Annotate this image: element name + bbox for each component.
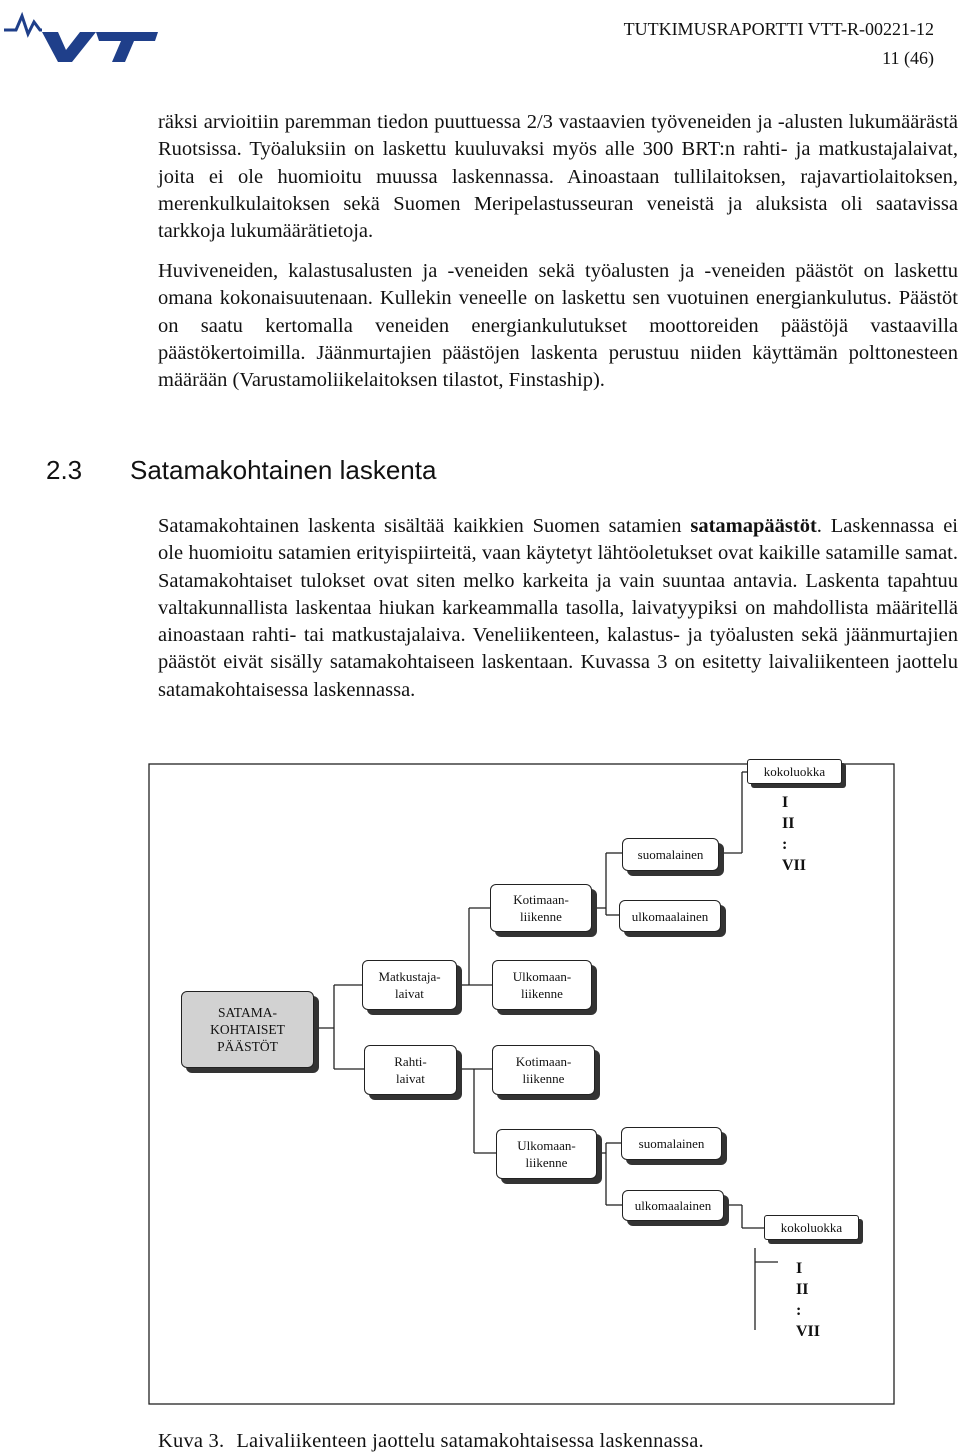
paragraph-3-bold-term: satamapäästöt bbox=[690, 515, 817, 537]
node-cargo-foreign: Ulkomaan- liikenne bbox=[496, 1129, 597, 1179]
figure-caption-text: Laivaliikenteen jaottelu satamakohtaisessa laskennassa. bbox=[236, 1430, 704, 1452]
page-number: 11 (46) bbox=[882, 48, 934, 68]
node-passenger-foreign: Ulkomaan- liikenne bbox=[492, 960, 592, 1010]
paragraph-3-text-b: . Laskennassa ei ole huomioitu satamien erityispiirteitä, vaan käytetyt lähtöoletukset ovat kaikille satamille samat. Satamakohtaiset tulokset ovat siten melko karkeita ja vain suuntaa antavia. Laskenta tapahtuu valtakunnallista laskentaa hiukan karkeammalla tasolla, laivatyypiksi on mahdollista määritellä ainoastaan rahti- tai matkustajalaiva. Veneliikenteen, kalastus- ja työalusten sekä jäänmurtajien päästöt eivät sisälly satamakohtaiseen laskentaan. Kuvassa 3 on esitetty laivaliikenteen jaottelu satamakohtaisessa laskennassa. bbox=[158, 515, 958, 701]
node-passenger-finnish: suomalainen bbox=[622, 838, 719, 871]
node-passenger-domestic: Kotimaan- liikenne bbox=[490, 884, 592, 932]
size-class-list-top: I II : VII bbox=[782, 794, 807, 874]
figure-label: Kuva 3. bbox=[158, 1430, 225, 1452]
node-cargo-ships: Rahti- laivat bbox=[364, 1045, 457, 1095]
size-class-list-bottom: I II : VII bbox=[796, 1260, 821, 1340]
paragraph-3-text-a: Satamakohtainen laskenta sisältää kaikkien Suomen satamien bbox=[158, 515, 691, 537]
report-id: TUTKIMUSRAPORTTI VTT-R-00221-12 bbox=[623, 19, 934, 39]
section-heading bbox=[46, 455, 436, 486]
node-satamakohtaiset-paastot: SATAMA- KOHTAISET PÄÄSTÖT bbox=[181, 991, 314, 1068]
node-cargo-foreign-flag: ulkomaalainen bbox=[622, 1190, 724, 1221]
node-size-class-top: kokoluokka bbox=[747, 759, 842, 784]
paragraph-2: Huviveneiden, kalastusalusten ja -veneiden sekä työalusten ja -veneiden päästöt on laskettu omana kokonaisuutenaan. Kullekin veneelle on laskettu sen vuotuinen energiankulutus. Päästöt on saatu kertomalla veneiden energiankulutukset moottoreiden päästöjä vastaavilla päästökertoimilla. Jäänmurtajien päästöjen laskenta perustuu niiden käyttämän polttonesteen määrään (Varustamoliikelaitoksen tilastot, Finstaship). bbox=[158, 260, 958, 392]
figure-caption bbox=[158, 1430, 704, 1453]
node-cargo-finnish: suomalainen bbox=[621, 1127, 722, 1160]
node-passenger-foreign-flag: ulkomaalainen bbox=[619, 900, 721, 932]
node-cargo-domestic: Kotimaan- liikenne bbox=[492, 1045, 595, 1095]
paragraph-3 bbox=[158, 513, 958, 704]
section-number: 2.3 bbox=[46, 455, 83, 485]
paragraph-1: räksi arvioitiin paremman tiedon puuttuessa 2/3 vastaavien työveneiden ja -alusten lukumäärästä Ruotsissa. Työaluksiin on laskettu kuuluvaksi myös alle 300 BRT:n rahti- ja matkustajalaivat, joita ei ole huomioitu muussa laskennassa. Ainoastaan tullilaitoksen, rajavartiolaitoksen, merenkulkulaitoksen sekä Suomen Meripelastusseuran veneistä ja aluksista oli saatavissa tarkkoja lukumäärätietoja. bbox=[158, 111, 958, 243]
node-passenger-ships: Matkustaja- laivat bbox=[362, 960, 457, 1010]
section-title: Satamakohtainen laskenta bbox=[130, 455, 437, 485]
vtt-logo bbox=[2, 4, 162, 64]
node-size-class-bottom: kokoluokka bbox=[764, 1215, 859, 1240]
